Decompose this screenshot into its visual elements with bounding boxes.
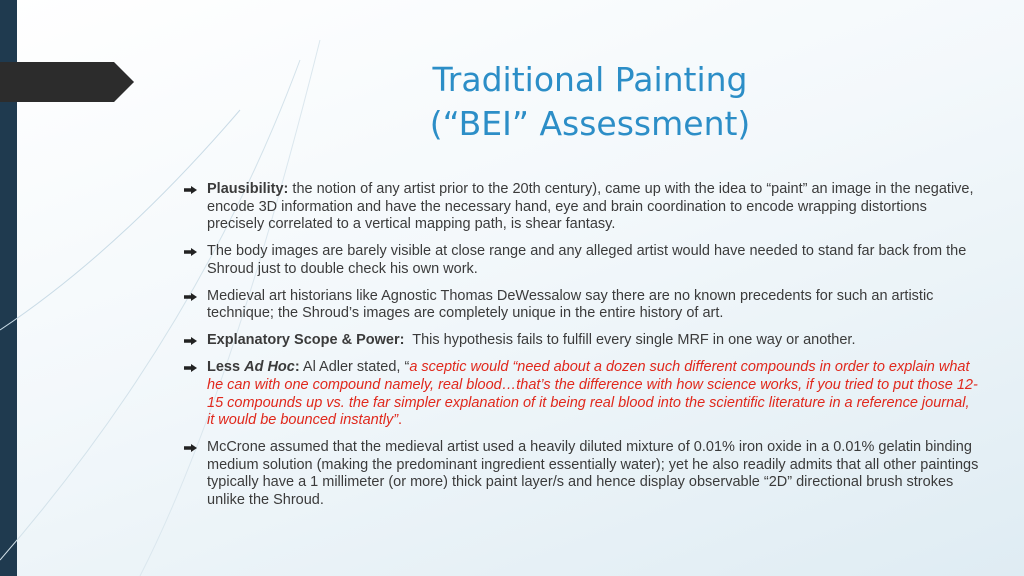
title-line-2: (“BEI” Assessment) bbox=[429, 104, 751, 143]
bullet-item-historians bbox=[184, 288, 979, 323]
bullet-text: Medieval art historians like Agnostic Thomas DeWessalow say there are no known precedents for such an artistic technique; the Shroud’s images are completely unique in the entire history of art. bbox=[207, 287, 934, 322]
label-italic-part: Ad Hoc bbox=[244, 359, 295, 376]
bullet-item-visibility bbox=[184, 243, 979, 278]
bullet-item-less-ad-hoc bbox=[184, 359, 979, 429]
bullet-list bbox=[184, 181, 979, 509]
slide-title bbox=[330, 58, 850, 146]
bullet-item-plausibility bbox=[184, 181, 979, 234]
arrow-right-icon bbox=[184, 248, 197, 256]
adler-quote: a sceptic would “need about a dozen such different compounds in order to explain what he can with one compound namely, real blood…that’s the difference with how science works, if you tried to put those 12-15 compounds up vs. the far simpler explanation of it being real blood into the scientific literature in a reference journal, it would be bounced instantly” bbox=[207, 359, 978, 429]
label-colon: : bbox=[294, 359, 300, 376]
bullet-label bbox=[207, 359, 300, 375]
bullet-item-explanatory-scope bbox=[184, 332, 979, 350]
arrow-right-icon bbox=[184, 337, 197, 345]
bullet-text: This hypothesis fails to fulfill every single MRF in one way or another. bbox=[404, 332, 856, 349]
slide-tab-marker bbox=[0, 62, 134, 102]
arrow-right-icon bbox=[184, 364, 197, 372]
quote-end: . bbox=[398, 412, 403, 429]
bullet-label: Plausibility: bbox=[207, 181, 289, 197]
arrow-right-icon bbox=[184, 444, 197, 452]
bullet-text: Al Adler stated, “ bbox=[299, 359, 410, 376]
bullet-text: the notion of any artist prior to the 20th century), came up with the idea to “paint” an image in the negative, encode 3D information and have the necessary hand, eye and brain coordination to encode wrapping distortions precisely correlated to a vertical mapping path, is shear fantasy. bbox=[207, 181, 974, 233]
title-line-1: Traditional Painting bbox=[432, 60, 748, 99]
bullet-content bbox=[184, 181, 979, 519]
bullet-item-mccrone bbox=[184, 439, 979, 509]
arrow-right-icon bbox=[184, 293, 197, 301]
arrow-right-icon bbox=[184, 186, 197, 194]
bullet-label: Explanatory Scope & Power: bbox=[207, 332, 405, 349]
bullet-text: The body images are barely visible at close range and any alleged artist would have needed to stand far back from the Shroud just to double check his own work. bbox=[207, 243, 967, 277]
bullet-text: McCrone assumed that the medieval artist used a heavily diluted mixture of 0.01% iron oxide in a 0.01% gelatin binding medium solution (making the predominant ingredient essentially water); yet he also readily admits that all other paintings typically have a 1 millimeter (or more) thick paint layer/s and hence display observable “2D” directional brush strokes unlike the Shroud. bbox=[207, 439, 979, 508]
label-part: Less bbox=[207, 359, 245, 376]
